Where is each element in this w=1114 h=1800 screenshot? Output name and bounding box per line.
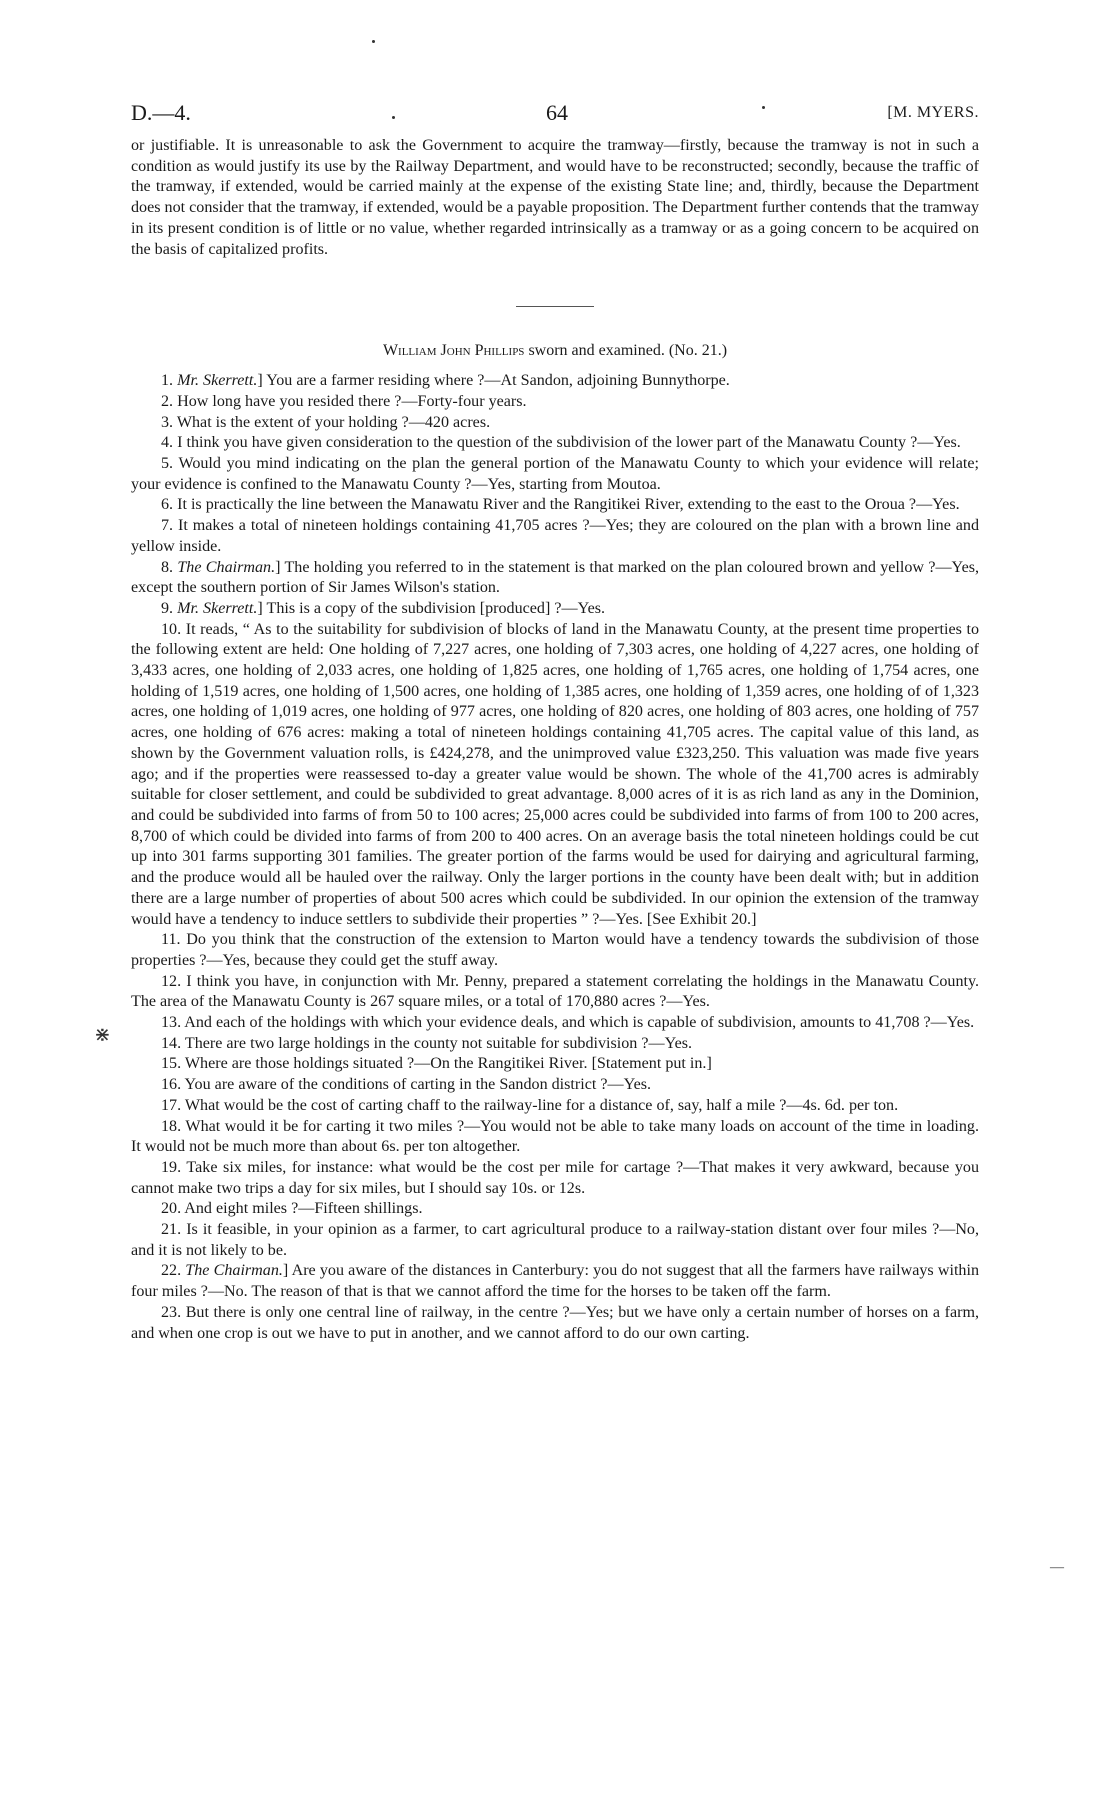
question-text: I think you have, in conjunction with Mr. Penny, prepared a statement correlating the holdings in the Manawatu County. The area of the Manawatu County is 267 square miles, or a total of 170,880 acres ?—Yes. (131, 972, 979, 1011)
witness-heading-rest: sworn and examined. (No. 21.) (524, 342, 728, 360)
page-header (131, 100, 979, 136)
question-number: 4. (161, 434, 178, 452)
question-text: And eight miles ?—Fifteen shillings. (184, 1200, 423, 1218)
question-item (131, 392, 979, 413)
question-number: 9. (161, 599, 178, 617)
question-number: 5. (161, 455, 179, 473)
margin-ink-mark: ⋇ (94, 1024, 111, 1046)
question-item (131, 433, 979, 454)
question-text: It makes a total of nineteen holdings containing 41,705 acres ?—Yes; they are coloured on the plan with a brown line and yellow inside. (131, 517, 980, 555)
question-item (131, 930, 979, 971)
question-item (131, 1054, 979, 1075)
stray-ink-dot (372, 40, 375, 43)
question-text: Do you think that the construction of the extension to Marton would have a tendency towards the subdivision of those properties ?—Yes, because they could get the stuff away. (131, 931, 979, 969)
question-item (131, 1117, 979, 1158)
page-number: 64 (546, 100, 568, 125)
question-number: 22. (161, 1262, 186, 1280)
question-item (131, 1158, 979, 1199)
question-text: It reads, “ As to the suitability for subdivision of blocks of land in the Manawatu County, at the present time properties to the following extent are held: One holding of 7,227 acres, one holding of 7,303 acres, one holding of 4,227 acres, one holding of 3,433 acres, one holding of 2,033 acres, one holding of 1,825 acres, one holding of 1,765 acres, one holding of 1,754 acres, one holding of 1,519 acres, one holding of 1,500 acres, one holding of 1,385 acres, one holding of 1,359 acres, one holding of of 1,323 acres, one holding of 1,019 acres, one holding of 977 acres, one holding of 820 acres, one holding of 803 acres, one holding of 757 acres, one holding of 676 acres: making a total of nineteen holdings containing 41,705 acres. The capital value of this land, as shown by the Government valuation rolls, is £424,278, and the unimproved value £323,250. This valuation was made five years ago; and if the properties were reassessed to-day a greater value would be shown. The whole of the 41,700 acres is admirably suitable for closer settlement, and could be subdivided to great advantage. 8,000 acres of it is as rich land as any in the Dominion, and could be subdivided into farms of from 50 to 100 acres; 25,000 acres could be subdivided into farms of from 100 to 200 acres, 8,700 of which could be divided into farms of from 200 to 400 acres. On an average basis the total nineteen holdings could be cut up into 301 farms supporting 301 families. The greater portion of the farms would be used for dairying and agricultural farming, and the produce would all be hauled over the railway. Only the larger portions in the county have been dealt with; but in addition there are a large number of properties of about 500 acres which could be subdivided. In our opinion the extension of the tramway would have a tendency to induce settlers to subdivide their properties ” ?—Yes. [See Exhibit 20.] (131, 620, 979, 928)
question-number: 18. (161, 1117, 186, 1135)
question-item (131, 413, 979, 434)
question-list (131, 371, 979, 1344)
speaker-name: The Chairman. (185, 1262, 283, 1280)
intro-paragraph: or justifiable. It is unreasonable to ask the Government to acquire the tramway—firstly, because the tramway is not in such a condition as would justify its use by the Railway Department, and would have to be reconstructed; secondly, because the traffic of the tramway, if extended, would be carried mainly at the expense of the existing State line; and, thirdly, because the Department does not consider that the tramway, if extended, would be a payable proposition. The Department further contends that the tramway in its present condition is of little or no value, whether regarded intrinsically as a tramway or as a going concern to be acquired on the basis of capitalized profits. (131, 137, 979, 258)
question-text: How long have you resided there ?—Forty-four years. (177, 392, 527, 410)
question-number: 8. (161, 558, 178, 576)
question-item (131, 495, 979, 516)
question-text: And each of the holdings with which your evidence deals, and which is capable of subdivision, amounts to 41,708 ?—Yes. (184, 1014, 975, 1032)
question-number: 13. (161, 1014, 185, 1032)
section-divider (516, 306, 594, 307)
witness-heading (131, 341, 979, 361)
question-text: But there is only one central line of railway, in the centre ?—Yes; but we have only a certain number of horses on a farm, and when one crop is out we have to put in another, and we cannot afford to do our own carting. (131, 1303, 979, 1342)
margin-ink-mark: — (1050, 1560, 1064, 1575)
question-text: What would be the cost of carting chaff to the railway-line for a distance of, say, half a mile ?—4s. 6d. per ton. (184, 1096, 899, 1114)
question-item (131, 1096, 979, 1117)
question-text: What is the extent of your holding ?—420 acres. (176, 413, 491, 431)
question-text: Is it feasible, in your opinion as a farmer, to cart agricultural produce to a railway-station distant over four miles ?—No, and it is not likely to be. (131, 1221, 980, 1259)
question-text: ] Are you aware of the distances in Canterbury: you do not suggest that all the farmers have railways within four miles ?—No. The reason of that is that we cannot afford the time for the horses to be taken off the farm. (131, 1262, 979, 1301)
question-text: Take six miles, for instance: what would be the cost per mile for cartage ?—That makes it very awkward, because you cannot make two trips a day for six miles, but I should say 10s. or 12s. (131, 1158, 979, 1197)
question-number: 17. (161, 1096, 185, 1114)
question-number: 2. (161, 392, 178, 410)
question-text: Where are those holdings situated ?—On the Rangitikei River. [Statement put in.] (184, 1055, 712, 1073)
question-text: There are two large holdings in the county not suitable for subdivision ?—Yes. (184, 1034, 693, 1052)
question-text: ] The holding you referred to in the statement is that marked on the plan coloured brown and yellow ?—Yes, except the southern portion of Sir James Wilson's station. (131, 558, 979, 597)
question-number: 14. (161, 1034, 185, 1052)
question-item (131, 599, 979, 620)
question-number: 12. (161, 972, 187, 990)
question-text: You are aware of the conditions of carting in the Sandon district ?—Yes. (184, 1076, 652, 1094)
question-text: ] You are a farmer residing where ?—At Sandon, adjoining Bunnythorpe. (257, 372, 730, 390)
question-number: 21. (161, 1221, 187, 1239)
document-page (131, 100, 979, 1344)
speaker-name: Mr. Skerrett. (177, 372, 258, 390)
question-number: 16. (161, 1076, 185, 1094)
question-item (131, 1075, 979, 1096)
question-text: It is practically the line between the Manawatu River and the Rangitikei River, extending to the east to the Oroua ?—Yes. (177, 496, 960, 514)
question-item (131, 1013, 979, 1034)
question-item (131, 972, 979, 1013)
witness-name: William John Phillips (382, 342, 525, 360)
question-item (131, 1034, 979, 1055)
question-number: 10. (161, 620, 186, 638)
question-number: 1. (161, 372, 178, 390)
speaker-name: The Chairman. (177, 558, 276, 576)
question-item (131, 1303, 979, 1344)
question-text: What would it be for carting it two miles ?—You would not be able to take many loads on account of the time in loading. It would not be much more than about 6s. per ton altogether. (131, 1117, 979, 1156)
question-item (131, 1220, 979, 1261)
question-text: I think you have given consideration to the question of the subdivision of the lower part of the Manawatu County ?—Yes. (177, 434, 961, 452)
question-number: 23. (161, 1303, 186, 1321)
question-number: 15. (161, 1055, 185, 1073)
question-item (131, 1261, 979, 1302)
question-item (131, 454, 979, 495)
question-number: 19. (161, 1158, 187, 1176)
question-text: Would you mind indicating on the plan the general portion of the Manawatu County to which your evidence will relate; your evidence is confined to the Manawatu County ?—Yes, starting from Moutoa. (131, 455, 979, 493)
question-number: 3. (161, 413, 177, 431)
document-code: D.—4. (131, 100, 191, 125)
question-number: 20. (161, 1200, 185, 1218)
question-item (131, 1199, 979, 1220)
question-number: 6. (161, 496, 178, 514)
question-item (131, 620, 979, 931)
question-number: 11. (161, 931, 187, 949)
question-item (131, 558, 979, 599)
running-head: [M. MYERS. (887, 104, 979, 121)
question-text: ] This is a copy of the subdivision [produced] ?—Yes. (257, 599, 606, 617)
question-item (131, 516, 979, 557)
question-item (131, 371, 979, 392)
speaker-name: Mr. Skerrett. (177, 599, 258, 617)
question-number: 7. (161, 517, 178, 535)
